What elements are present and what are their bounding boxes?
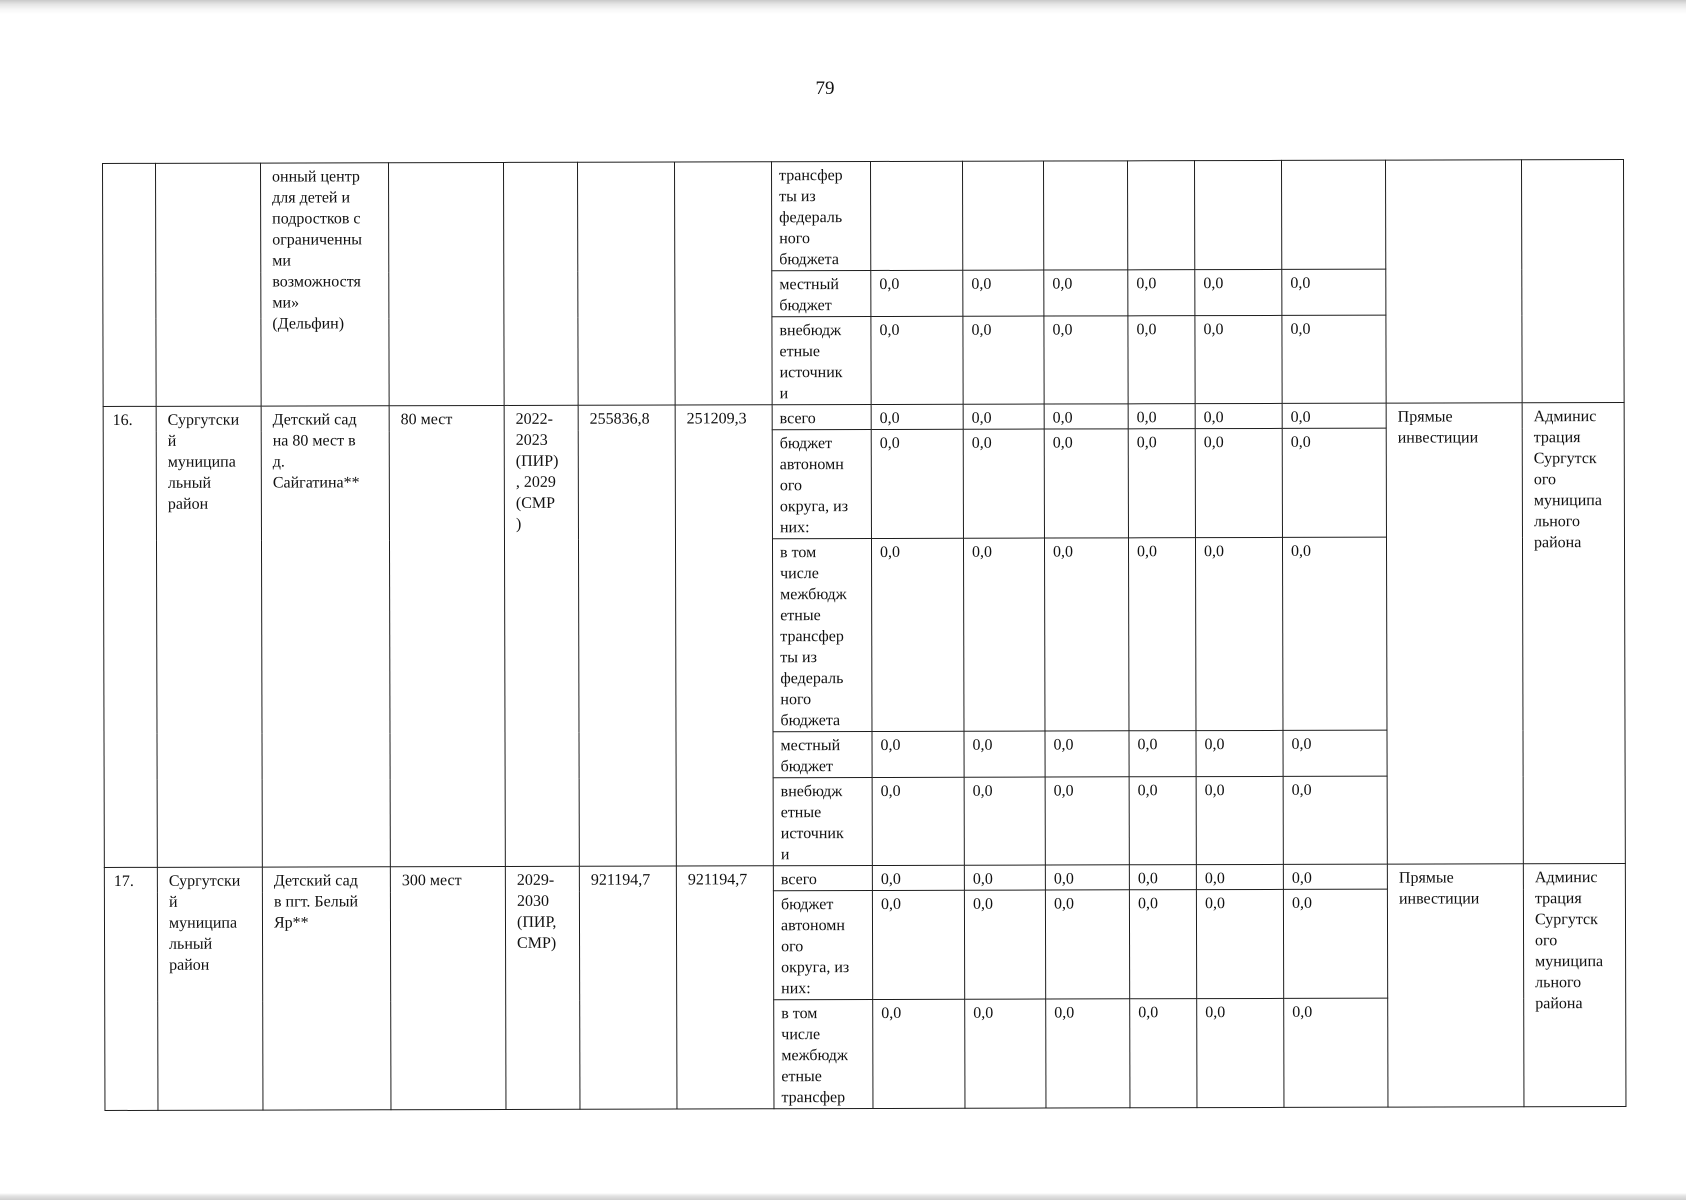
cost-remaining-cell: 251209,3 <box>675 405 773 866</box>
row-number: 16. <box>103 406 157 867</box>
funding-source-label: в том числе межбюдж етные трансфер ты из федераль ного бюджета <box>772 538 872 731</box>
value-cell: 0,0 <box>1130 999 1197 1108</box>
value-cell: 0,0 <box>1129 731 1196 777</box>
value-cell: 0,0 <box>872 777 964 865</box>
investment-method-cell <box>1385 160 1522 403</box>
value-cell: 0,0 <box>1195 428 1282 537</box>
value-cell: 0,0 <box>1128 316 1195 404</box>
object-name-cell: Детский сад в пгт. Белый Яр** <box>262 867 391 1110</box>
cost-remaining-cell: 921194,7 <box>676 866 774 1109</box>
value-cell: 0,0 <box>965 999 1046 1108</box>
value-cell: 0,0 <box>1128 538 1196 731</box>
object-name-cell: Детский сад на 80 мест в д. Сайгатина** <box>261 406 390 867</box>
capacity-cell: 80 мест <box>389 405 505 866</box>
value-cell: 0,0 <box>1282 537 1387 730</box>
value-cell: 0,0 <box>871 316 963 404</box>
value-cell: 0,0 <box>1282 315 1386 403</box>
value-cell: 0,0 <box>964 865 1045 890</box>
executor-cell: Админис трация Сургутск ого муниципа льного района <box>1522 403 1625 864</box>
value-cell: 0,0 <box>1197 998 1284 1107</box>
row-number <box>103 163 157 406</box>
value-cell: 0,0 <box>963 270 1044 316</box>
value-cell: 0,0 <box>1129 890 1196 999</box>
cost-total-cell: 255836,8 <box>578 405 676 866</box>
value-cell: 0,0 <box>1129 777 1196 865</box>
funding-source-label: местный бюджет <box>773 731 872 777</box>
funding-source-label: внебюдж етные источник и <box>772 316 871 404</box>
value-cell: 0,0 <box>1195 315 1282 403</box>
value-cell: 0,0 <box>1044 404 1128 429</box>
value-cell: 0,0 <box>872 890 964 999</box>
value-cell: 0,0 <box>871 270 963 316</box>
value-cell: 0,0 <box>871 429 963 538</box>
value-cell: 0,0 <box>871 538 964 731</box>
page-number: 79 <box>815 78 835 99</box>
value-cell: 0,0 <box>873 999 965 1108</box>
value-cell: 0,0 <box>1196 776 1283 864</box>
period-cell: 2029- 2030 (ПИР, СМР) <box>505 866 580 1109</box>
municipality-cell <box>156 163 262 406</box>
executor-cell <box>1521 160 1624 403</box>
value-cell: 0,0 <box>1195 269 1282 315</box>
value-cell <box>870 161 962 270</box>
object-name-cell: онный центр для детей и подростков с ограниченны ми возможностя ми» (Дельфин) <box>261 163 390 406</box>
funding-source-label: бюджет автономн ого округа, из них: <box>773 890 872 999</box>
funding-source-label: трансфер ты из федераль ного бюджета <box>771 161 870 270</box>
investment-method-cell: Прямые инвестиции <box>1387 864 1524 1107</box>
table-row <box>104 864 1625 893</box>
row-number: 17. <box>104 867 158 1110</box>
value-cell: 0,0 <box>964 890 1045 999</box>
value-cell: 0,0 <box>1044 538 1129 731</box>
value-cell: 0,0 <box>1045 777 1129 865</box>
value-cell: 0,0 <box>1046 999 1130 1108</box>
cost-total-cell <box>577 162 675 405</box>
value-cell: 0,0 <box>1282 403 1386 428</box>
value-cell: 0,0 <box>1196 730 1283 776</box>
value-cell: 0,0 <box>1195 403 1282 428</box>
funding-source-label: всего <box>772 404 871 429</box>
municipality-cell: Сургутски й муниципа льный район <box>157 867 263 1110</box>
value-cell: 0,0 <box>1284 998 1388 1107</box>
value-cell: 0,0 <box>1196 864 1283 889</box>
value-cell <box>1127 161 1194 270</box>
value-cell: 0,0 <box>871 404 963 429</box>
value-cell: 0,0 <box>963 316 1044 404</box>
value-cell: 0,0 <box>1282 269 1386 315</box>
value-cell <box>1194 160 1281 269</box>
value-cell: 0,0 <box>1128 404 1195 429</box>
value-cell <box>1281 160 1385 269</box>
investment-method-cell: Прямые инвестиции <box>1386 403 1523 864</box>
capacity-cell <box>389 162 505 405</box>
value-cell: 0,0 <box>1044 316 1128 404</box>
value-cell <box>1043 161 1127 270</box>
value-cell: 0,0 <box>1128 270 1195 316</box>
period-cell: 2022- 2023 (ПИР) , 2029 (СМР ) <box>504 405 579 866</box>
period-cell <box>503 162 578 405</box>
funding-source-label: бюджет автономн ого округа, из них: <box>772 429 871 538</box>
value-cell: 0,0 <box>1283 776 1387 864</box>
scan-edge-top <box>0 0 1686 14</box>
value-cell: 0,0 <box>963 538 1045 731</box>
capacity-cell: 300 мест <box>390 866 506 1109</box>
value-cell: 0,0 <box>1045 865 1129 890</box>
value-cell: 0,0 <box>964 777 1045 865</box>
value-cell: 0,0 <box>1282 428 1386 537</box>
value-cell <box>962 161 1043 270</box>
value-cell: 0,0 <box>1283 730 1387 776</box>
value-cell: 0,0 <box>1129 865 1196 890</box>
funding-source-label: в том числе межбюдж етные трансфер <box>774 999 873 1108</box>
scan-edge-bottom <box>0 1193 1686 1200</box>
value-cell: 0,0 <box>1044 429 1128 538</box>
value-cell: 0,0 <box>1128 429 1195 538</box>
table-row <box>103 160 1624 273</box>
value-cell: 0,0 <box>1283 889 1387 998</box>
funding-source-label: всего <box>773 865 872 890</box>
funding-source-label: внебюдж етные источник и <box>773 777 872 865</box>
value-cell: 0,0 <box>1195 537 1283 730</box>
value-cell: 0,0 <box>1196 889 1283 998</box>
value-cell: 0,0 <box>963 429 1044 538</box>
value-cell: 0,0 <box>1045 890 1129 999</box>
value-cell: 0,0 <box>1283 864 1387 889</box>
value-cell: 0,0 <box>872 731 964 777</box>
value-cell: 0,0 <box>872 865 964 890</box>
value-cell: 0,0 <box>964 731 1045 777</box>
executor-cell: Админис трация Сургутск ого муниципа льного района <box>1523 864 1626 1107</box>
value-cell: 0,0 <box>1045 731 1129 777</box>
investment-objects-table <box>102 159 1626 1111</box>
cost-remaining-cell <box>674 162 772 405</box>
funding-source-label: местный бюджет <box>772 270 871 316</box>
value-cell: 0,0 <box>1044 270 1128 316</box>
value-cell: 0,0 <box>963 404 1044 429</box>
table-row <box>103 403 1624 432</box>
cost-total-cell: 921194,7 <box>579 866 677 1109</box>
municipality-cell: Сургутски й муниципа льный район <box>156 406 262 867</box>
